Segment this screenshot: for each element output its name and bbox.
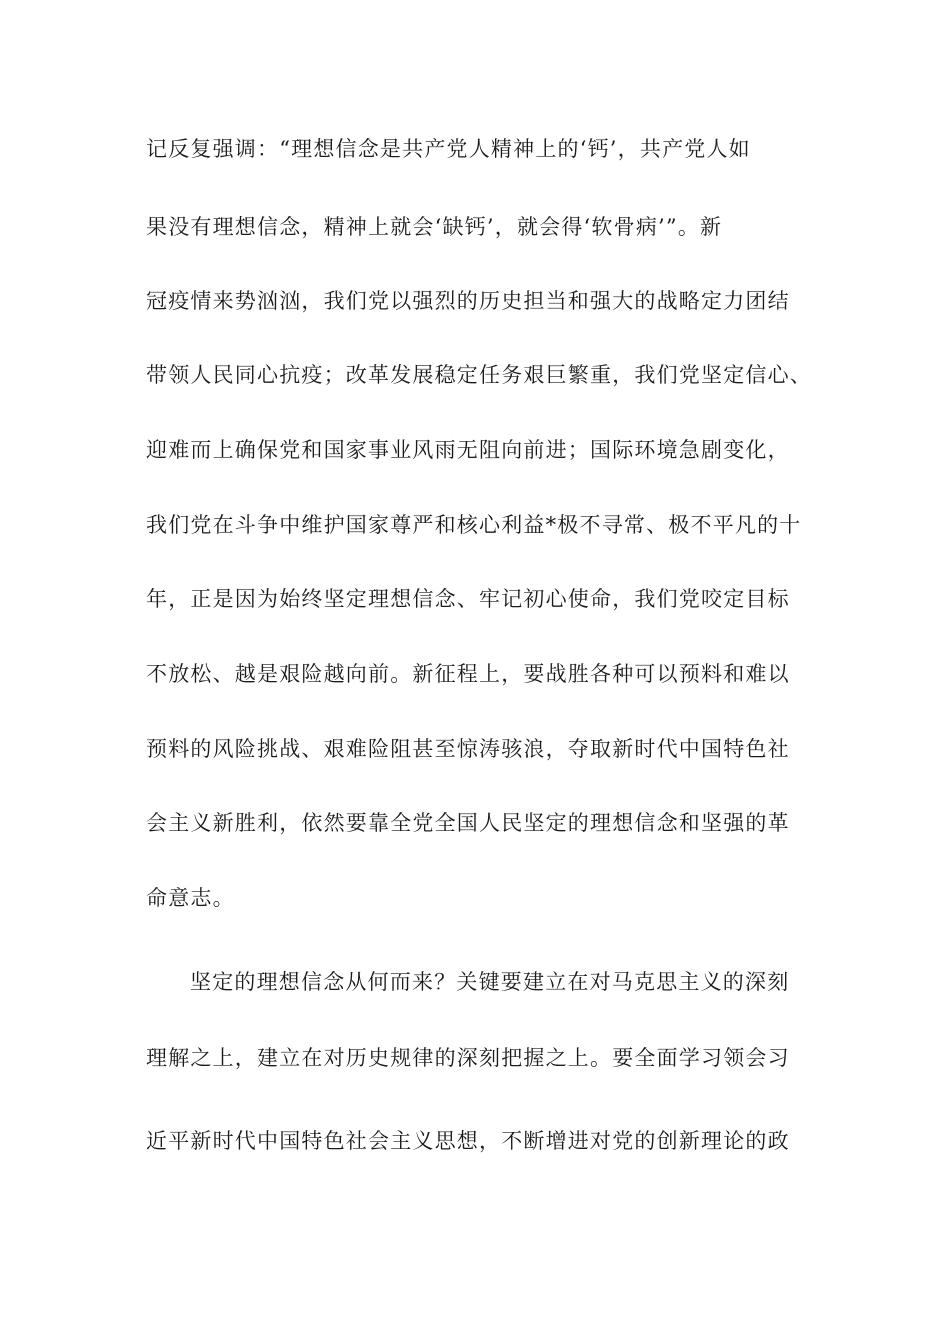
text-line: 记反复强调：“理想信念是共产党人精神上的‘钙’，共产党人如	[146, 137, 751, 161]
text-line: 近平新时代中国特色社会主义思想，不断增进对党的创新理论的政	[146, 1129, 790, 1153]
text-line: 果没有理想信念，精神上就会‘缺钙’，就会得‘软骨病’”。新	[146, 215, 723, 239]
text-line: 命意志。	[146, 886, 235, 910]
paragraph-first-line: 坚定的理想信念从何而来？关键要建立在对马克思主义的深刻	[190, 970, 790, 994]
text-line: 年，正是因为始终坚定理想信念、牢记初心使命，我们党咬定目标	[146, 587, 790, 611]
text-line: 预料的风险挑战、艰难险阻甚至惊涛骇浪，夺取新时代中国特色社	[146, 737, 790, 761]
text-line: 会主义新胜利，依然要靠全党全国人民坚定的理想信念和坚强的革	[146, 811, 790, 835]
text-line: 理解之上，建立在对历史规律的深刻把握之上。要全面学习领会习	[146, 1046, 790, 1070]
text-line: 不放松、越是艰险越向前。新征程上，要战胜各种可以预料和难以	[146, 662, 790, 686]
text-line: 冠疫情来势汹汹，我们党以强烈的历史担当和强大的战略定力团结	[146, 289, 790, 313]
text-line: 带领人民同心抗疫；改革发展稳定任务艰巨繁重，我们党坚定信心、	[146, 363, 812, 387]
text-line: 我们党在斗争中维护国家尊严和核心利益*极不寻常、极不平凡的十	[146, 513, 802, 537]
text-line: 迎难而上确保党和国家事业风雨无阻向前进；国际环境急剧变化，	[146, 438, 790, 462]
